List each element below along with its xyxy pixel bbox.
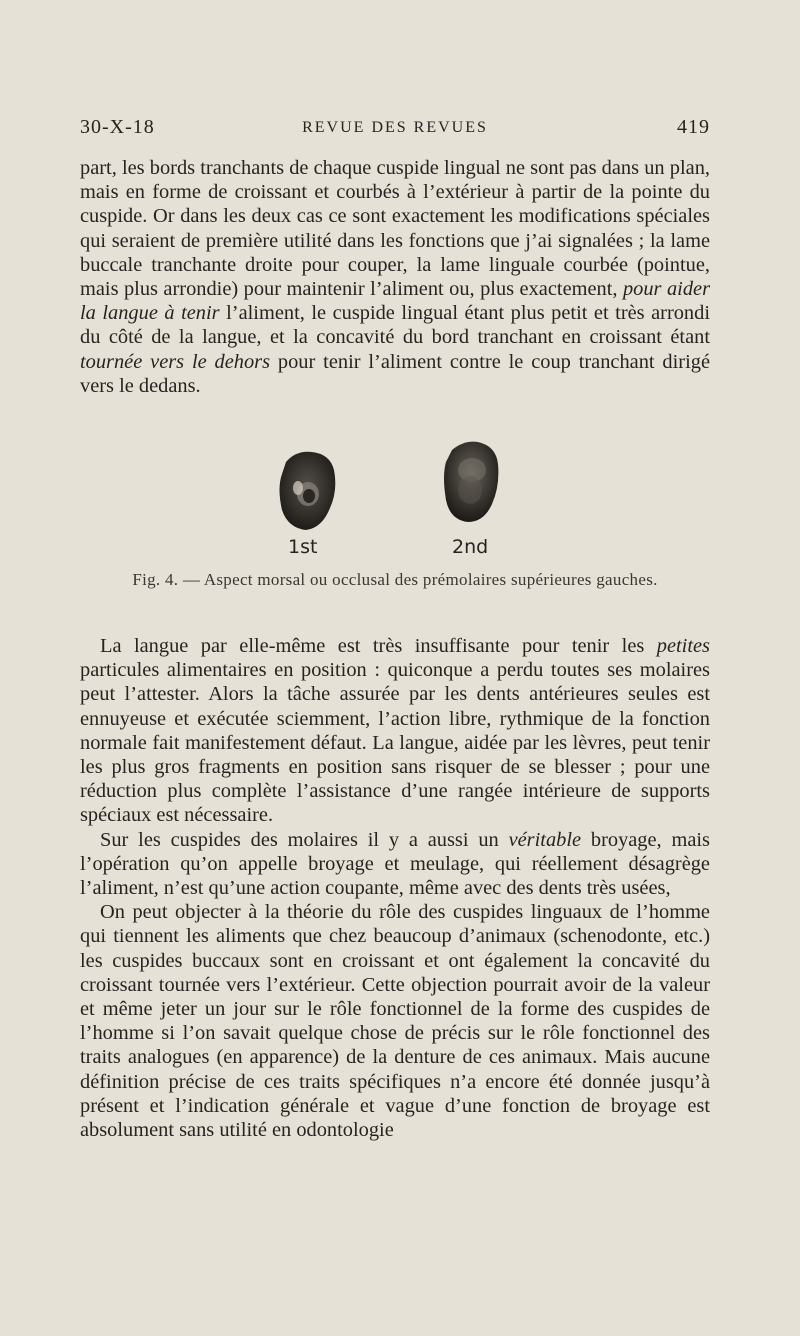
page-number: 419 bbox=[677, 116, 710, 138]
second-premolar-image bbox=[442, 440, 500, 524]
running-header bbox=[80, 116, 710, 146]
first-premolar-image bbox=[278, 450, 338, 532]
paragraph-4: On peut objecter à la théorie du rôle des cuspides linguaux de l’homme qui tiennent les aliments que chez beaucoup d’animaux (schenodonte, etc.) les cuspides buccaux sont en croissant et ont également la concavité du croissant tournée vers l’extérieur. Cette objection pourrait avoir de la valeur et même jeter un jour sur le rôle fonctionnel de la forme des cuspides de l’homme si l’on savait quelque chose de précis sur le rôle fonctionnel des traits analogues (en apparence) de la denture de ces animaux. Mais aucune définition précise de ces traits spécifiques n’a encore été donnée jusqu’à présent et l’indication générale et vague d’une fonction de broyage est absolument sans utilité en odontologie bbox=[80, 901, 710, 1142]
paragraph-2: La langue par elle-même est très insuffisante pour tenir les petites particules alimentaires en position : quiconque a perdu toutes ses molaires peut l’attester. Alors la tâche assurée par les dents antérieures seules est ennuyeuse et exécutée sciemment, l’action libre, rythmique de la fonction normale fait manifestement défaut. La langue, aidée par les lèvres, peut tenir les plus gros fragments en position sans risquer de se blesser ; pour une réduction plus complète l’assistance d’une rangée intérieure de supports spéciaux est nécessaire. bbox=[80, 635, 710, 827]
figure-caption: Fig. 4. — Aspect morsal ou occlusal des prémolaires supérieures gauches. bbox=[132, 570, 658, 589]
body-text-top bbox=[80, 156, 710, 398]
paragraph-1: part, les bords tranchants de chaque cuspide lingual ne sont pas dans un plan, mais en forme de croissant et courbés à l’extérieur à partir de la pointe du cuspide. Or dans les deux cas ce sont exactement les modifications spéciales qui seraient de première utilité dans les fonctions que j’ai signalées ; la lame buccale tranchante droite pour couper, la lame linguale courbée (pointue, mais plus arrondie) pour maintenir l’aliment ou, plus exactement, pour aider la langue à tenir l’aliment, le cuspide lingual étant plus petit et très arrondi du côté de la langue, et la concavité du bord tranchant en croissant étant tournée vers le dehors pour tenir l’aliment contre le coup tranchant dirigé vers le dedans. bbox=[80, 157, 710, 397]
body-text-bottom bbox=[80, 634, 710, 1142]
second-premolar-label: 2nd bbox=[452, 536, 489, 558]
header-date: 30-X-18 bbox=[80, 116, 155, 138]
paragraph-3: Sur les cuspides des molaires il y a aussi un véritable broyage, mais l’opération qu’on appelle broyage et meulage, qui réellement désagrège l’aliment, n’est qu’une action coupante, même avec des dents très usées, bbox=[80, 828, 710, 900]
first-premolar-label: 1st bbox=[288, 536, 318, 558]
figure-4 bbox=[0, 440, 800, 620]
header-title: REVUE DES REVUES bbox=[302, 119, 488, 136]
